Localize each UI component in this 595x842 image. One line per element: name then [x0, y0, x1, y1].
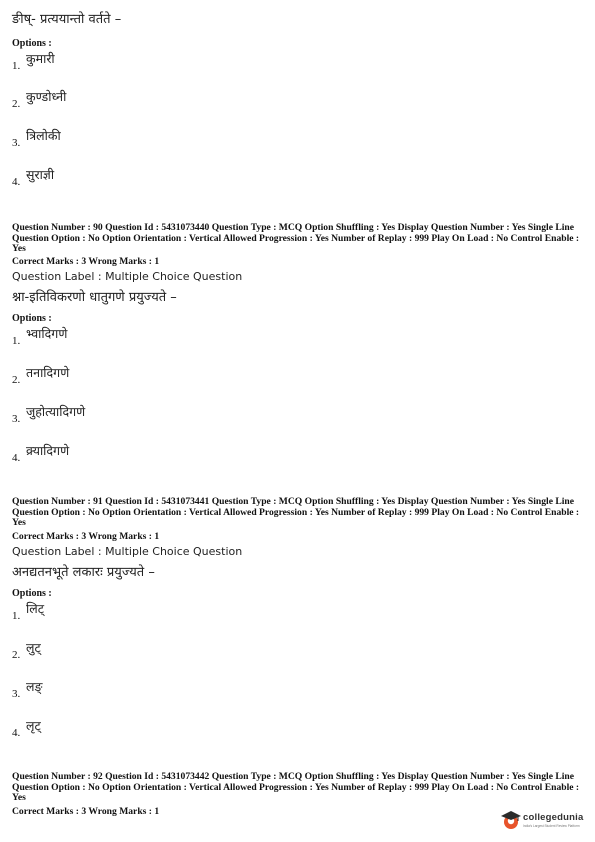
- option-90-4[interactable]: क्र्यादिगणे: [26, 443, 70, 458]
- option-91-2[interactable]: लुट्: [26, 640, 41, 655]
- options-label-89: Options :: [12, 38, 52, 49]
- option-89-4-number: 4.: [12, 176, 21, 188]
- option-91-2-number: 2.: [12, 649, 21, 661]
- option-91-1-number: 1.: [12, 610, 21, 622]
- question-89-text: ङीष्- प्रत्ययान्तो वर्तते –: [12, 12, 122, 27]
- option-89-2[interactable]: कुण्डोध्नी: [26, 89, 67, 104]
- graduate-cap-icon: [500, 809, 522, 831]
- question-92-meta: Question Number : 92 Question Id : 5431073442 Question Type : MCQ Option Shuffling : Yes Display Question Number : Yes Single Line Question Option : No Option Orientation : Vertical Allowed Progression : Yes Number of Replay : 999 Play On Load : No Control Enable : Yes: [12, 771, 580, 803]
- options-label-90: Options :: [12, 313, 52, 324]
- logo-name: collegedunia: [523, 812, 584, 823]
- option-90-2[interactable]: तनादिगणे: [26, 365, 70, 380]
- option-89-3[interactable]: त्रिलोकी: [26, 128, 61, 143]
- question-91-label: Question Label : Multiple Choice Question: [12, 545, 243, 558]
- question-90-meta: Question Number : 90 Question Id : 5431073440 Question Type : MCQ Option Shuffling : Yes Display Question Number : Yes Single Line Question Option : No Option Orientation : Vertical Allowed Progression : Yes Number of Replay : 999 Play On Load : No Control Enable : Yes: [12, 222, 580, 254]
- logo-tagline: India's Largest Student Review Platform: [523, 824, 580, 828]
- option-91-1[interactable]: लिट्: [26, 601, 45, 616]
- question-90-marks: Correct Marks : 3 Wrong Marks : 1: [12, 256, 160, 267]
- option-89-2-number: 2.: [12, 98, 21, 110]
- question-90-text: श्ना-इतिविकरणो धातुगणे प्रयुज्यते –: [12, 290, 177, 305]
- option-90-4-number: 4.: [12, 452, 21, 464]
- option-90-3-number: 3.: [12, 413, 21, 425]
- option-89-1[interactable]: कुमारी: [26, 51, 55, 66]
- collegedunia-logo: [500, 808, 595, 834]
- question-90-label: Question Label : Multiple Choice Question: [12, 270, 243, 283]
- option-90-2-number: 2.: [12, 374, 21, 386]
- option-91-4-number: 4.: [12, 727, 21, 739]
- option-91-3[interactable]: लङ्: [26, 679, 43, 694]
- question-91-text: अनद्यतनभूते लकारः प्रयुज्यते –: [12, 565, 155, 580]
- option-89-3-number: 3.: [12, 137, 21, 149]
- option-90-3[interactable]: जुहोत्यादिगणे: [26, 404, 86, 419]
- option-90-1[interactable]: भ्वादिगणे: [26, 326, 68, 341]
- option-89-4[interactable]: सुराज्ञी: [26, 167, 55, 182]
- question-91-marks: Correct Marks : 3 Wrong Marks : 1: [12, 531, 160, 542]
- option-91-4[interactable]: लृट्: [26, 718, 41, 733]
- options-label-91: Options :: [12, 588, 52, 599]
- question-91-meta: Question Number : 91 Question Id : 5431073441 Question Type : MCQ Option Shuffling : Yes Display Question Number : Yes Single Line Question Option : No Option Orientation : Vertical Allowed Progression : Yes Number of Replay : 999 Play On Load : No Control Enable : Yes: [12, 496, 580, 528]
- question-92-marks: Correct Marks : 3 Wrong Marks : 1: [12, 806, 160, 817]
- option-89-1-number: 1.: [12, 60, 21, 72]
- option-90-1-number: 1.: [12, 335, 21, 347]
- option-91-3-number: 3.: [12, 688, 21, 700]
